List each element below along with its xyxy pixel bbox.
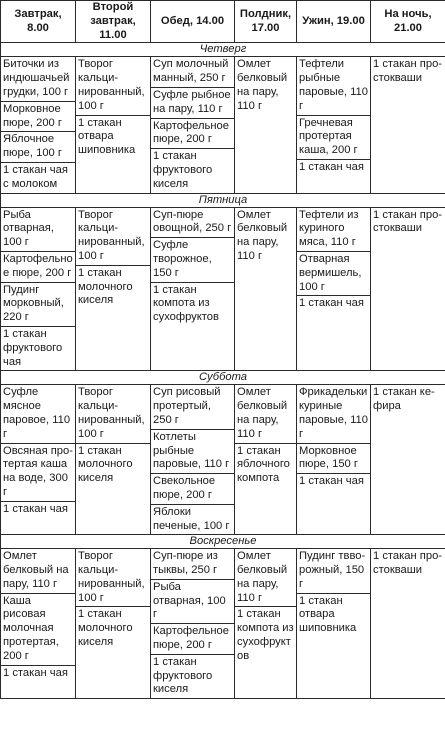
day-title: Пятница: [1, 193, 445, 207]
meal-item: Морковное пюре, 200 г: [1, 101, 75, 132]
header-row: [1, 1, 445, 43]
table-body: [1, 43, 445, 699]
header-lunch: Обед, 14.00: [151, 1, 235, 43]
meal-item: Яблочное пюре, 100 г: [1, 131, 75, 162]
meal-cell-lunch: [151, 385, 235, 535]
meal-item: Тефтели из куриного мяса, 110 г: [299, 208, 359, 249]
meal-item: 1 стакан кефира: [373, 386, 435, 413]
meal-item: 1 стакан простокваши: [373, 550, 443, 577]
meal-cell-bedtime: [371, 549, 445, 699]
meal-cell-second-breakfast: [76, 207, 151, 371]
meal-item: Суп молочный манный, 250 г: [153, 58, 229, 85]
meal-item: Рыба отварная, 100 г: [151, 579, 234, 623]
meal-cell-breakfast: [1, 207, 76, 371]
meal-item: 1 стакан фруктового киселя: [151, 148, 234, 192]
meal-item: 1 стакан молочного киселя: [76, 606, 150, 650]
meal-item: 1 стакан фруктового киселя: [151, 654, 234, 698]
meal-item: Суфле рыбное на пару, 110 г: [151, 87, 234, 118]
meal-cell-lunch: [151, 57, 235, 193]
meal-cell-second-breakfast: [76, 549, 151, 699]
meal-row: [1, 57, 445, 193]
meal-cell-dinner: [297, 207, 371, 371]
meal-item: 1 стакан простокваши: [373, 208, 443, 235]
meal-cell-afternoon-snack: [235, 549, 297, 699]
meal-item: Омлет белковый на пару, 110 г: [237, 58, 288, 112]
meal-item: Гречневая протертая каша, 200 г: [297, 115, 370, 159]
meal-item: Омлет белковый на пару, 110 г: [237, 208, 288, 262]
meal-item: Суп-пюре из тыквы, 250 г: [153, 550, 218, 577]
meal-item: Свекольное пюре, 200 г: [151, 473, 234, 504]
meal-cell-lunch: [151, 549, 235, 699]
meal-item: Яблоки печеные, 100 г: [151, 504, 234, 535]
meal-item: Каша рисовая молочная протертая, 200 г: [1, 593, 75, 665]
meal-item: 1 стакан отвара шиповника: [297, 593, 370, 637]
meal-item: 1 стакан чая: [297, 473, 370, 490]
header-breakfast: Завтрак, 8.00: [1, 1, 76, 43]
meal-cell-bedtime: [371, 57, 445, 193]
meal-row: [1, 549, 445, 699]
header-afternoon-snack: Полдник, 17.00: [235, 1, 297, 43]
meal-cell-lunch: [151, 207, 235, 371]
meal-item: Творог кальцинированный, 100 г: [78, 58, 145, 112]
day-row-saturday: [1, 371, 445, 385]
meal-cell-afternoon-snack: [235, 385, 297, 535]
meal-item: Творог кальцинированный, 100 г: [78, 386, 145, 440]
header-bedtime: На ночь, 21.00: [371, 1, 445, 43]
meal-cell-afternoon-snack: [235, 207, 297, 371]
meal-item: Пудинг морковный, 220 г: [1, 282, 75, 326]
meal-item: 1 стакан яблочного компота: [235, 443, 296, 487]
meal-item: Котлеты рыбные паровые, 110 г: [151, 429, 234, 473]
meal-item: 1 стакан молочного киселя: [76, 265, 150, 309]
meal-item: Суфле мясное паровое, 110 г: [3, 386, 71, 440]
meal-item: Картофельное пюре, 200 г: [1, 251, 75, 282]
meal-item: 1 стакан простокваши: [373, 58, 443, 85]
meal-item: Творог кальцинированный, 100 г: [78, 550, 145, 604]
meal-cell-bedtime: [371, 385, 445, 535]
meal-item: 1 стакан компота из сухофруктов: [151, 282, 234, 326]
meal-item: Отварная вермишель, 100 г: [297, 251, 370, 295]
meal-item: Омлет белковый на пару, 110 г: [237, 386, 288, 440]
meal-item: 1 стакан чая: [297, 295, 370, 312]
header-second-breakfast: Второй завтрак, 11.00: [76, 1, 151, 43]
meal-row: [1, 385, 445, 535]
meal-cell-afternoon-snack: [235, 57, 297, 193]
meal-item: Омлет белковый на пару, 110 г: [237, 550, 288, 604]
meal-item: 1 стакан фруктового чая: [1, 326, 75, 370]
meal-item: 1 стакан молочного киселя: [76, 443, 150, 487]
meal-item: Суп-пюре овощной, 250 г: [153, 208, 232, 235]
meal-item: 1 стакан отвара шиповника: [76, 115, 150, 159]
meal-cell-breakfast: [1, 57, 76, 193]
meal-item: Морковное пюре, 150 г: [297, 443, 370, 474]
meal-item: 1 стакан чая: [1, 665, 75, 682]
day-title: Четверг: [1, 43, 445, 57]
meal-row: [1, 207, 445, 371]
meal-item: Фрикадельки куриные паровые, 110 г: [299, 386, 368, 440]
meal-item: 1 стакан чая с молоком: [1, 162, 75, 193]
meal-cell-dinner: [297, 385, 371, 535]
meal-cell-dinner: [297, 57, 371, 193]
meal-item: 1 стакан чая: [297, 159, 370, 176]
meal-item: Овсяная протертая каша на воде, 300 г: [1, 443, 75, 501]
day-row-sunday: [1, 535, 445, 549]
meal-item: 1 стакан компота из сухофруктов: [235, 606, 296, 664]
meal-item: Картофельное пюре, 200 г: [151, 623, 234, 654]
meal-item: Картофельное пюре, 200 г: [151, 118, 234, 149]
meal-item: Пудинг твворожный, 150 г: [299, 550, 366, 590]
meal-item: Суфле творожное, 150 г: [151, 237, 234, 281]
meal-cell-second-breakfast: [76, 385, 151, 535]
header-dinner: Ужин, 19.00: [297, 1, 371, 43]
meal-cell-breakfast: [1, 385, 76, 535]
day-row-friday: [1, 193, 445, 207]
meal-item: Рыба отварная, 100 г: [3, 208, 54, 249]
meal-cell-dinner: [297, 549, 371, 699]
meal-item: Суп рисовый протертый, 250 г: [153, 386, 221, 426]
table-header: [1, 1, 445, 43]
meal-item: 1 стакан чая: [1, 501, 75, 518]
meal-cell-breakfast: [1, 549, 76, 699]
meal-item: Творог кальцинированный, 100 г: [78, 208, 145, 262]
meal-item: Биточки из индюшачьей грудки, 100 г: [3, 58, 70, 98]
day-row-thursday: [1, 43, 445, 57]
day-title: Суббота: [1, 371, 445, 385]
meal-cell-second-breakfast: [76, 57, 151, 193]
meal-item: Тефтели рыбные паровые, 110 г: [299, 58, 368, 112]
meal-item: Омлет белковый на пару, 110 г: [3, 550, 69, 590]
meal-cell-bedtime: [371, 207, 445, 371]
day-title: Воскресенье: [1, 535, 445, 549]
